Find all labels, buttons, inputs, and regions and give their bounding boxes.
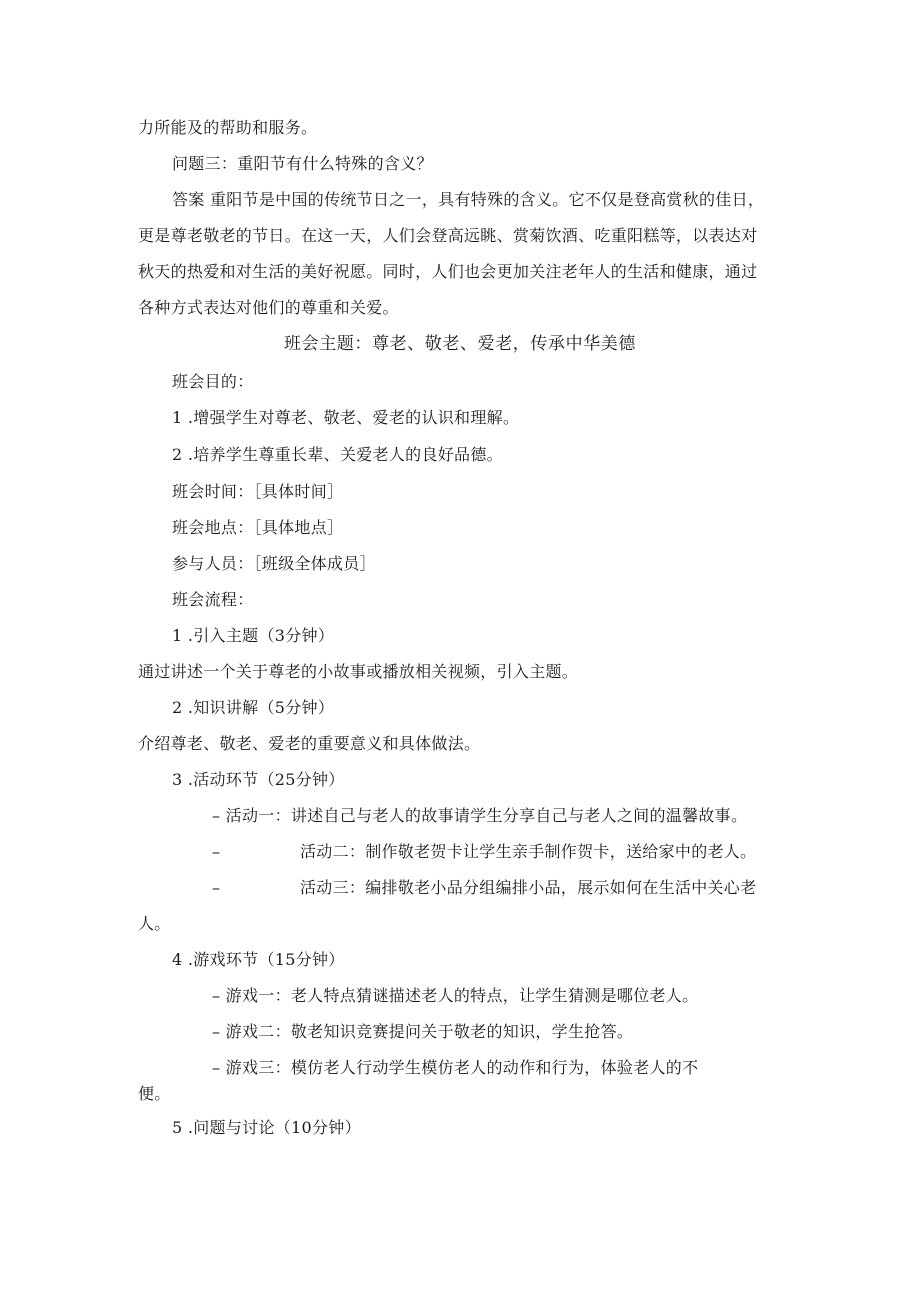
goal-item-2: 2 .培养学生尊重长辈、关爱老人的良好品德。	[172, 445, 503, 464]
answer-line-1: 答案 重阳节是中国的传统节日之一，具有特殊的含义。它不仅是登高赏秋的佳日，	[172, 190, 765, 209]
flow-step-1-title: 1 .引入主题（3分钟）	[172, 626, 335, 645]
flow-step-2-text: 介绍尊老、敬老、爱老的重要意义和具体做法。	[138, 734, 481, 753]
meeting-title: 班会主题：尊老、敬老、爱老，传承中华美德	[284, 334, 636, 354]
answer-line-4: 各种方式表达对他们的尊重和关爱。	[138, 298, 399, 317]
meeting-people: 参与人员：［班级全体成员］	[172, 554, 376, 573]
flow-step-1-text: 通过讲述一个关于尊老的小故事或播放相关视频，引入主题。	[138, 662, 579, 681]
activity-3-dash: –	[212, 878, 221, 897]
activity-2	[212, 841, 756, 863]
question-three: 问题三：重阳节有什么特殊的含义？	[172, 154, 433, 173]
activity-2-dash: –	[212, 842, 221, 861]
paragraph-continuation: 力所能及的帮助和服务。	[138, 118, 318, 137]
activity-1: – 活动一：讲述自己与老人的故事请学生分享自己与老人之间的温馨故事。	[212, 806, 748, 825]
goal-label: 班会目的：	[172, 372, 254, 391]
flow-step-2-title: 2 .知识讲解（5分钟）	[172, 698, 335, 717]
activity-3-text: 活动三：编排敬老小品分组编排小品，展示如何在生活中关心老	[300, 878, 757, 897]
flow-label: 班会流程：	[172, 590, 254, 609]
activity-3-continuation: 人。	[138, 914, 171, 933]
answer-line-3: 秋天的热爱和对生活的美好祝愿。同时，人们也会更加关注老年人的生活和健康，通过	[138, 262, 758, 281]
game-3: – 游戏三：模仿老人行动学生模仿老人的动作和行为，体验老人的不	[212, 1058, 699, 1077]
game-2: – 游戏二：敬老知识竞赛提问关于敬老的知识，学生抢答。	[212, 1022, 634, 1041]
game-1: – 游戏一：老人特点猜谜描述老人的特点，让学生猜测是哪位老人。	[212, 986, 699, 1005]
flow-step-5-title: 5 .问题与讨论（10分钟）	[172, 1118, 361, 1137]
flow-step-3-title: 3 .活动环节（25分钟）	[172, 770, 345, 789]
activity-3	[212, 877, 756, 899]
goal-item-1: 1 .增强学生对尊老、敬老、爱老的认识和理解。	[172, 408, 520, 427]
activity-2-text: 活动二：制作敬老贺卡让学生亲手制作贺卡，送给家中的老人。	[300, 842, 757, 861]
game-3-continuation: 便。	[138, 1084, 171, 1103]
answer-line-2: 更是尊老敬老的节日。在这一天，人们会登高远眺、赏菊饮酒、吃重阳糕等，以表达对	[138, 226, 758, 245]
meeting-place: 班会地点：［具体地点］	[172, 518, 344, 537]
meeting-time: 班会时间：［具体时间］	[172, 482, 344, 501]
flow-step-4-title: 4 .游戏环节（15分钟）	[172, 950, 345, 969]
